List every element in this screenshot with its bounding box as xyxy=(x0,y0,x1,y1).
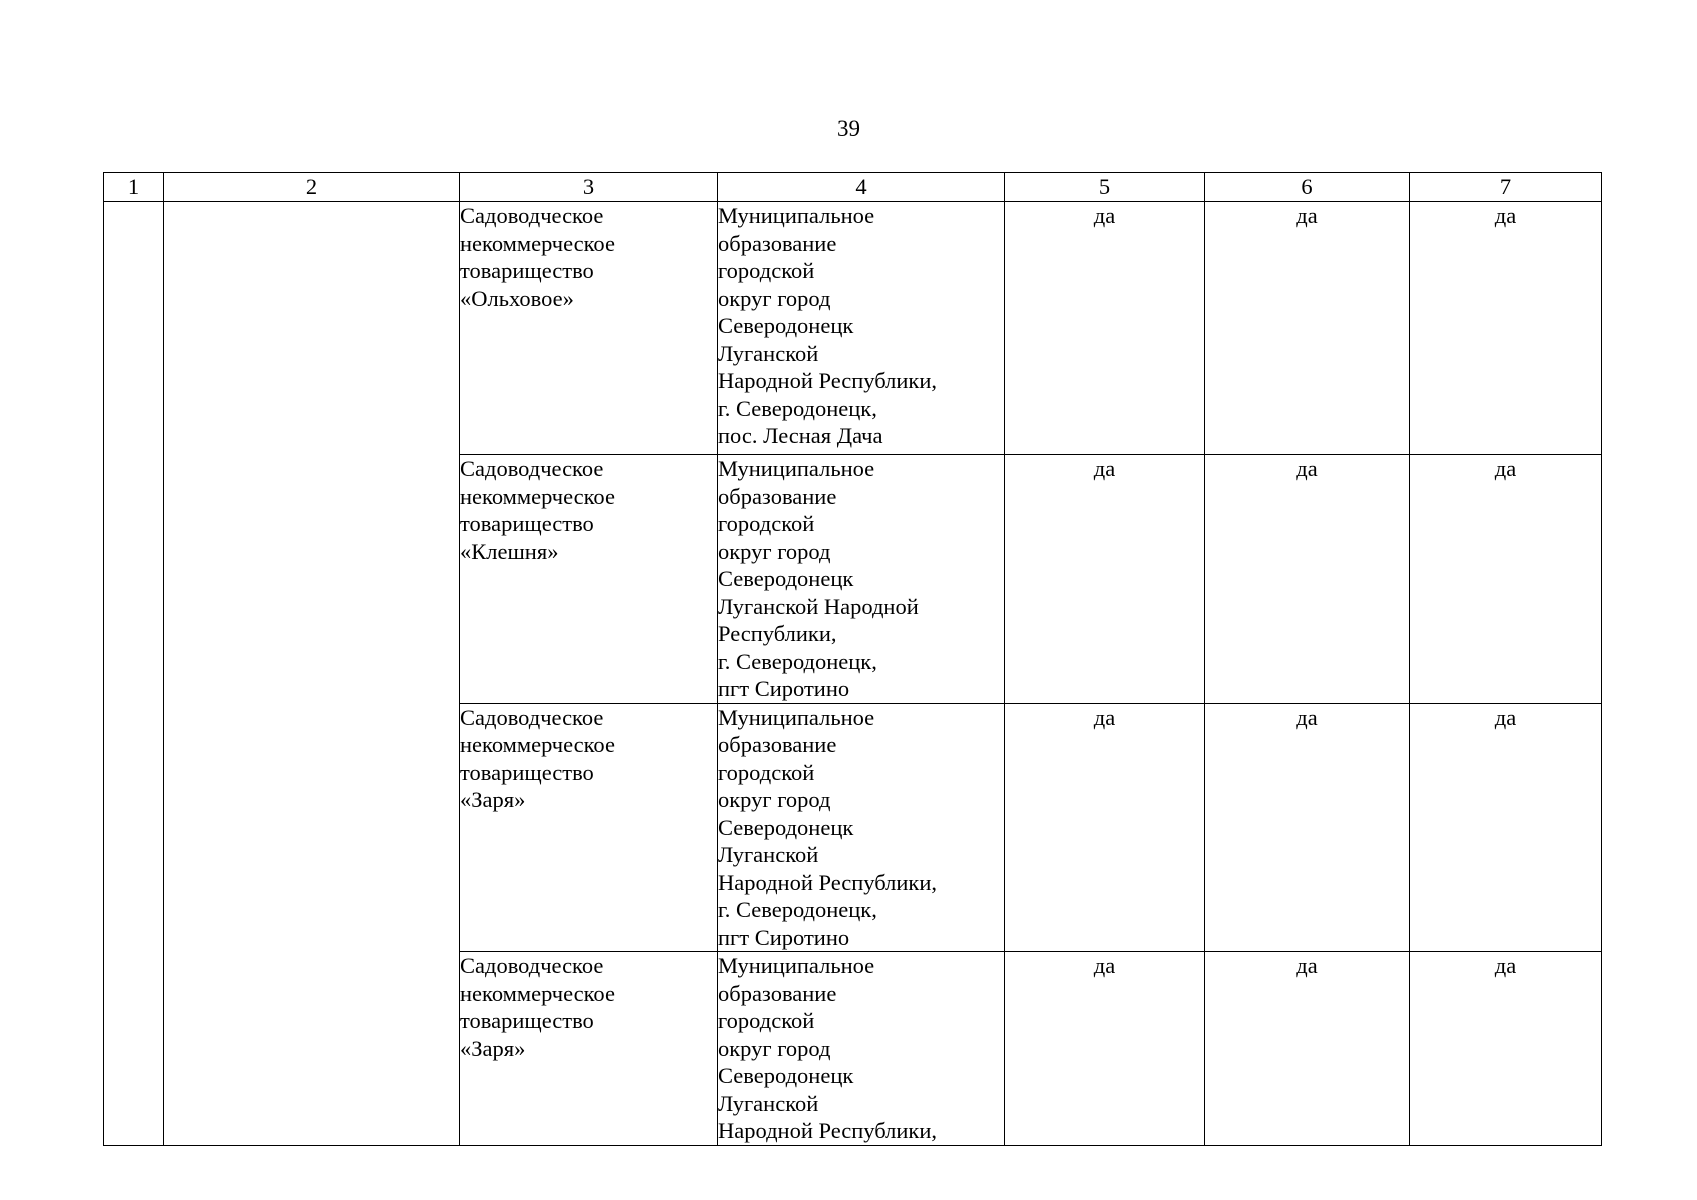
column-header-2: 2 xyxy=(164,173,460,202)
table-header-row xyxy=(104,173,1602,202)
flag-cell-col7: да xyxy=(1410,703,1602,952)
flag-cell-col5: да xyxy=(1005,703,1205,952)
flag-cell-col6: да xyxy=(1205,703,1410,952)
location-cell: Муниципальное образование городской округ город Северодонецк Луганской Народной Республики, xyxy=(718,952,1005,1146)
flag-cell-col6: да xyxy=(1205,952,1410,1146)
flag-cell-col5: да xyxy=(1005,455,1205,704)
flag-cell-col5: да xyxy=(1005,202,1205,455)
organization-name-cell: Садоводческое некоммерческое товарищество «Заря» xyxy=(460,952,718,1146)
flag-cell-col6: да xyxy=(1205,455,1410,704)
page-number: 39 xyxy=(837,116,860,141)
location-cell: Муниципальное образование городской округ город Северодонецк Луганской Народной Республики, г. Северодонецк, пгт Сиротино xyxy=(718,455,1005,704)
flag-cell-col7: да xyxy=(1410,455,1602,704)
location-cell: Муниципальное образование городской округ город Северодонецк Луганской Народной Республики, г. Северодонецк, пгт Сиротино xyxy=(718,703,1005,952)
merged-cell-col1 xyxy=(104,202,164,1146)
organization-name-cell: Садоводческое некоммерческое товарищество «Заря» xyxy=(460,703,718,952)
location-cell: Муниципальное образование городской округ город Северодонецк Луганской Народной Республики, г. Северодонецк, пос. Лесная Дача xyxy=(718,202,1005,455)
column-header-3: 3 xyxy=(460,173,718,202)
flag-cell-col6: да xyxy=(1205,202,1410,455)
data-table xyxy=(103,172,1602,1146)
table-row xyxy=(104,202,1602,455)
column-header-7: 7 xyxy=(1410,173,1602,202)
column-header-5: 5 xyxy=(1005,173,1205,202)
organization-name-cell: Садоводческое некоммерческое товарищество «Ольховое» xyxy=(460,202,718,455)
merged-cell-col2 xyxy=(164,202,460,1146)
flag-cell-col7: да xyxy=(1410,202,1602,455)
flag-cell-col5: да xyxy=(1005,952,1205,1146)
organization-name-cell: Садоводческое некоммерческое товарищество «Клешня» xyxy=(460,455,718,704)
column-header-6: 6 xyxy=(1205,173,1410,202)
column-header-4: 4 xyxy=(718,173,1005,202)
flag-cell-col7: да xyxy=(1410,952,1602,1146)
column-header-1: 1 xyxy=(104,173,164,202)
